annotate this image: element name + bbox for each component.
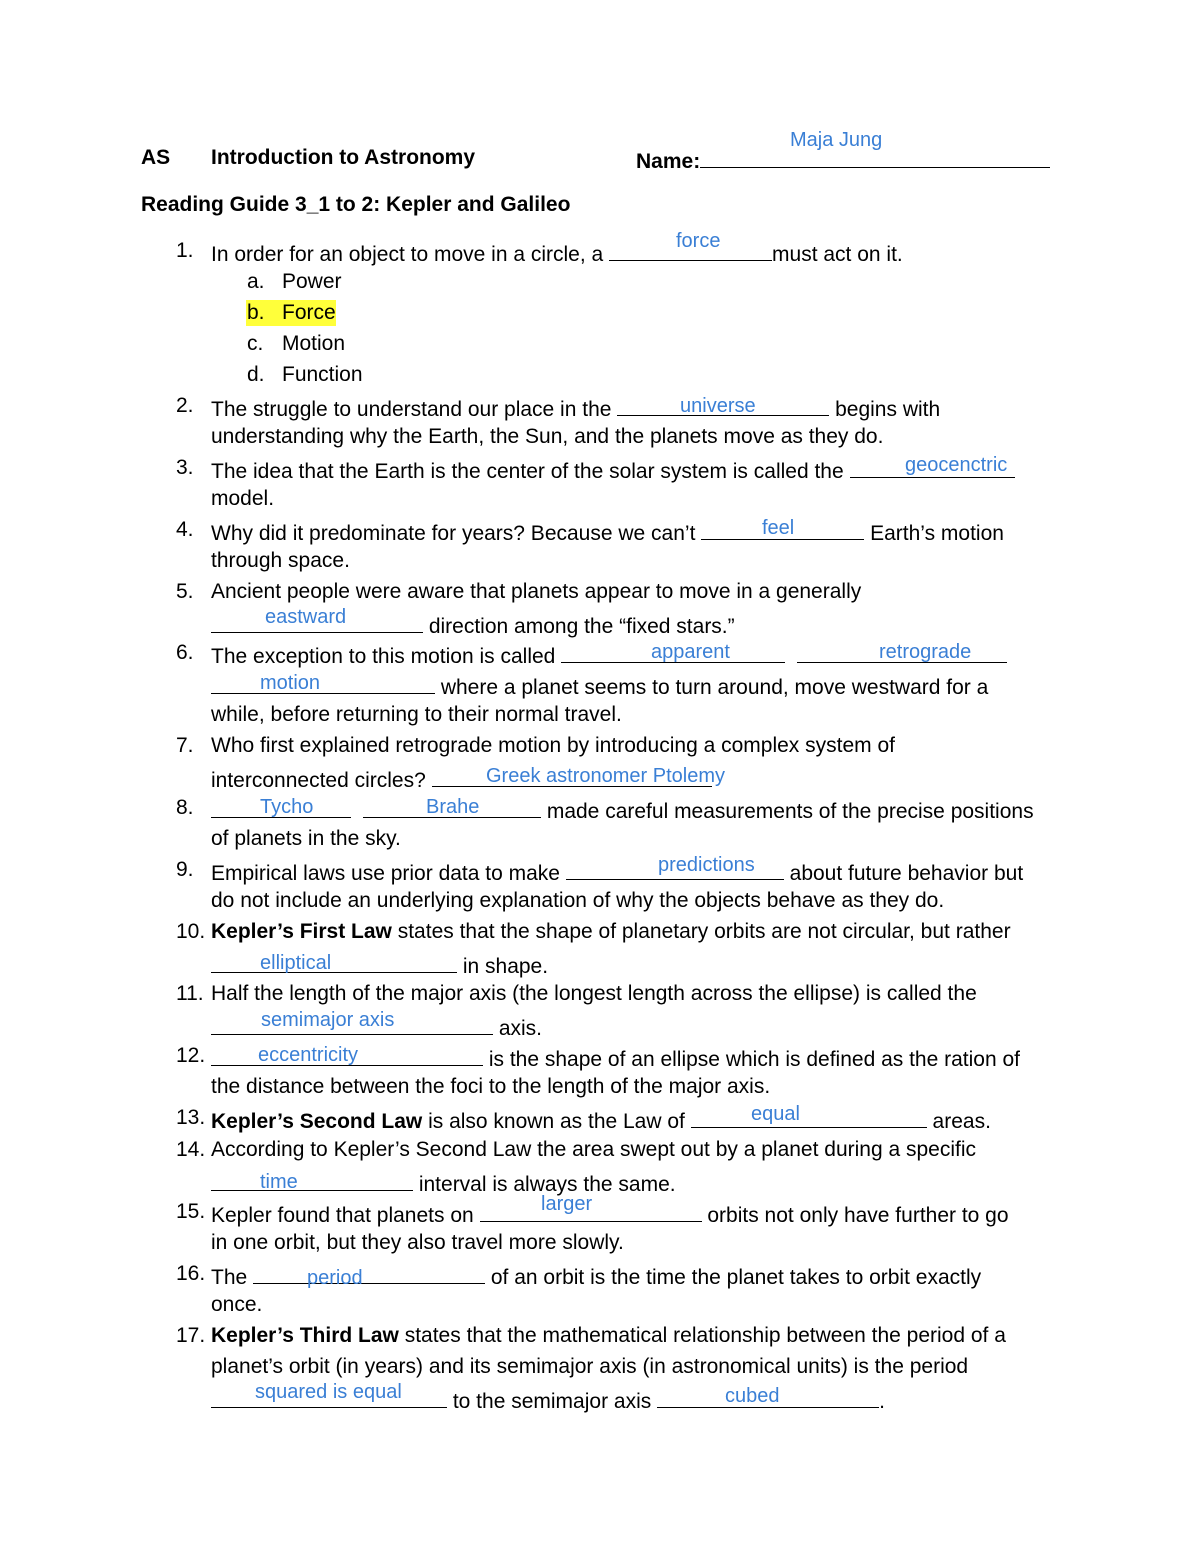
q11-answer[interactable]: semimajor axis <box>261 1009 395 1031</box>
guide-title: Reading Guide 3_1 to 2: Kepler and Galileo <box>141 193 571 216</box>
q14-blank[interactable] <box>211 1170 413 1191</box>
q1-option-b-letter: b. <box>247 301 265 324</box>
q8-post: made careful measurements of the precise positions <box>541 800 1034 823</box>
q13-bold: Kepler’s Second Law <box>211 1110 423 1133</box>
q2-answer[interactable]: universe <box>680 395 756 417</box>
q1-text <box>211 240 903 265</box>
q2-text <box>211 395 940 420</box>
q10-post: in shape. <box>457 955 549 978</box>
q6-number: 6. <box>176 641 194 664</box>
q3-pre: The idea that the Earth is the center of the solar system is called the <box>211 460 850 483</box>
q16-answer[interactable]: period <box>307 1267 363 1289</box>
q9-text <box>211 859 1023 884</box>
q3-number: 3. <box>176 456 194 479</box>
q1-option-b: Force <box>282 301 336 324</box>
q11-pre: Half the length of the major axis (the longest length across the ellipse) is called the <box>211 982 977 1005</box>
q12-line2: the distance between the foci to the length of the major axis. <box>211 1075 771 1098</box>
q15-line2: in one orbit, but they also travel more slowly. <box>211 1231 624 1254</box>
q8-answer-2[interactable]: Brahe <box>426 796 480 818</box>
q16-pre: The <box>211 1266 254 1289</box>
q6-blank-3[interactable] <box>211 673 435 694</box>
q16-post: of an orbit is the time the planet takes to orbit exactly <box>485 1266 982 1289</box>
q5-answer[interactable]: eastward <box>265 606 347 628</box>
q9-post: about future behavior but <box>783 862 1024 885</box>
q7-number: 7. <box>176 734 194 757</box>
q12-answer[interactable]: eccentricity <box>258 1044 359 1066</box>
name-label-text: Name: <box>636 150 701 173</box>
q4-pre: Why did it predominate for years? Because we can’t <box>211 522 702 545</box>
q13-pre: is also known as the Law of <box>422 1110 691 1133</box>
q11-number: 11. <box>176 982 204 1005</box>
q17-answer-1[interactable]: squared is equal <box>255 1381 402 1403</box>
q9-answer[interactable]: predictions <box>658 854 755 876</box>
q4-text <box>211 519 1004 544</box>
q13-number: 13. <box>176 1106 206 1129</box>
q2-pre: The struggle to understand our place in the <box>211 398 618 421</box>
q2-number: 2. <box>176 394 194 417</box>
q10-blank[interactable] <box>211 952 457 973</box>
q14-pre: According to Kepler’s Second Law the area swept out by a planet during a specific <box>211 1138 977 1161</box>
q10-bold: Kepler’s First Law <box>211 920 392 943</box>
q10-pre: states that the shape of planetary orbits are not circular, but rather <box>391 920 1011 943</box>
q15-text <box>211 1201 1009 1226</box>
q8-line2: of planets in the sky. <box>211 827 401 850</box>
q4-answer[interactable]: feel <box>762 517 795 539</box>
q1-pre: In order for an object to move in a circle, a <box>211 243 610 266</box>
q17-line2: planet’s orbit (in years) and its semimajor axis (in astronomical units) is the period <box>211 1355 969 1378</box>
q14-answer[interactable]: time <box>260 1171 298 1193</box>
q6-line3: while, before returning to their normal travel. <box>211 703 622 726</box>
q10-text <box>211 921 1011 942</box>
course-title: Introduction to Astronomy <box>211 146 476 169</box>
q2-line2: understanding why the Earth, the Sun, and the planets move as they do. <box>211 425 884 448</box>
q13-blank[interactable] <box>691 1107 927 1128</box>
q9-pre: Empirical laws use prior data to make <box>211 862 566 885</box>
q17-mid: to the semimajor axis <box>447 1390 658 1413</box>
q6-post: where a planet seems to turn around, move westward for a <box>435 676 989 699</box>
q5-number: 5. <box>176 580 194 603</box>
q17-answer-2[interactable]: cubed <box>725 1385 780 1407</box>
q4-number: 4. <box>176 518 194 541</box>
q1-option-d: Function <box>282 363 363 386</box>
q15-answer[interactable]: larger <box>541 1193 593 1215</box>
q2-post: begins with <box>829 398 941 421</box>
q13-answer[interactable]: equal <box>751 1103 800 1125</box>
q1-option-c-letter: c. <box>247 332 264 355</box>
q17-end: . <box>879 1390 885 1413</box>
q1-option-a: Power <box>282 270 342 293</box>
q17-text <box>211 1325 1006 1346</box>
q12-post: is the shape of an ellipse which is defined as the ration of <box>483 1048 1020 1071</box>
q3-answer[interactable]: geocenctric <box>905 454 1008 476</box>
q8-answer-1[interactable]: Tycho <box>260 796 314 818</box>
q6-pre: The exception to this motion is called <box>211 645 562 668</box>
q1-option-c: Motion <box>282 332 346 355</box>
q1-option-d-letter: d. <box>247 363 265 386</box>
q7-pre: Who first explained retrograde motion by introducing a complex system of <box>211 734 895 757</box>
course-code: AS <box>141 146 171 169</box>
q1-post: must act on it. <box>772 243 903 266</box>
student-name[interactable]: Maja Jung <box>790 129 883 151</box>
q4-post: Earth’s motion <box>864 522 1004 545</box>
q1-number: 1. <box>176 239 194 262</box>
q17-number: 17. <box>176 1324 206 1347</box>
q17-bold: Kepler’s Third Law <box>211 1324 399 1347</box>
q10-answer[interactable]: elliptical <box>260 952 332 974</box>
q4-line2: through space. <box>211 549 350 572</box>
q15-number: 15. <box>176 1200 206 1223</box>
q15-pre: Kepler found that planets on <box>211 1204 480 1227</box>
q9-line2: do not include an underlying explanation of why the objects behave as they do. <box>211 889 945 912</box>
q3-line2: model. <box>211 487 275 510</box>
q16-number: 16. <box>176 1262 206 1285</box>
q5-pre: Ancient people were aware that planets appear to move in a generally <box>211 580 862 603</box>
q12-number: 12. <box>176 1044 206 1067</box>
q14-post: interval is always the same. <box>413 1173 676 1196</box>
q6-answer-2[interactable]: retrograde <box>879 641 972 663</box>
q16-blank[interactable] <box>253 1263 485 1284</box>
q6-answer-3[interactable]: motion <box>260 672 321 694</box>
q13-post: areas. <box>926 1110 991 1133</box>
q6-line2 <box>211 673 988 698</box>
q7-line2-text: interconnected circles? <box>211 769 432 792</box>
q1-option-a-letter: a. <box>247 270 265 293</box>
q5-post: direction among the “fixed stars.” <box>423 615 735 638</box>
q6-answer-1[interactable]: apparent <box>651 641 730 663</box>
q17-pre: states that the mathematical relationship between the period of a <box>398 1324 1006 1347</box>
q14-number: 14. <box>176 1138 206 1161</box>
q8-number: 8. <box>176 796 194 819</box>
q10-number: 10. <box>176 920 206 943</box>
q1-answer[interactable]: force <box>676 230 721 252</box>
q8-text <box>211 797 1034 822</box>
q15-post: orbits not only have further to go <box>701 1204 1009 1227</box>
q3-text <box>211 454 1015 483</box>
q16-line2: once. <box>211 1293 263 1316</box>
q13-text <box>211 1107 991 1132</box>
q11-post: axis. <box>493 1017 543 1040</box>
q9-number: 9. <box>176 858 194 881</box>
q7-answer[interactable]: Greek astronomer Ptolemy <box>486 765 725 787</box>
